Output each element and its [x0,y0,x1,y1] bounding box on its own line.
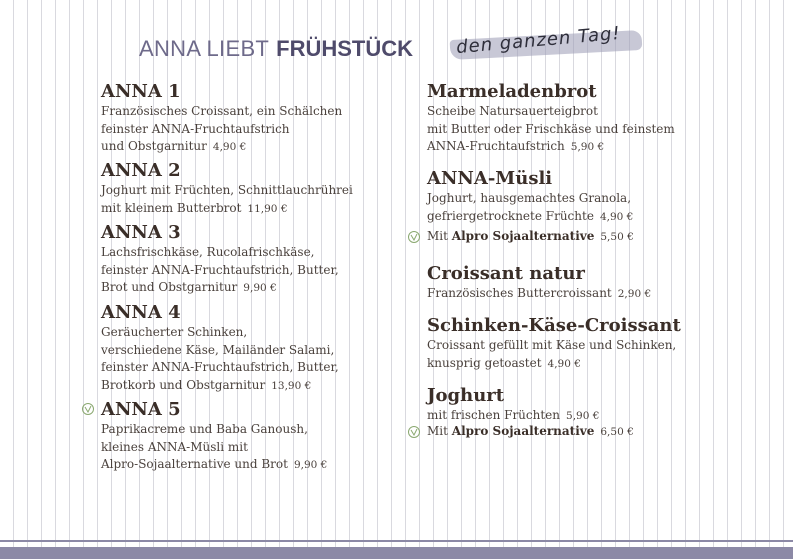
menu-item-anna2 [101,160,353,218]
item-desc-line: verschiedene Käse, Mailänder Salami, [101,342,335,357]
item-price: 4,90 € [599,210,634,223]
item-desc-line: mit kleinem Butterbrot 11,90 € [101,200,288,215]
vegan-option-price: 6,50 € [600,426,634,438]
tagline-text: den ganzen Tag! [455,22,622,59]
menu-item-schinken-kaese-croissant [427,315,681,373]
menu-item-marmeladenbrot [427,81,675,157]
vegan-option-label: Alpro Sojaalternative [451,229,595,243]
title-light: ANNA LIEBT [139,36,270,61]
footer-divider [0,540,793,542]
item-desc-line: Scheibe Natursauerteigbrot [427,104,598,118]
item-desc-line: Geräucherter Schinken, [101,325,248,339]
menu-item-joghurt [427,385,599,426]
item-name: ANNA 3 [101,222,181,243]
vegan-leaf-icon [82,403,94,415]
item-desc-line: Croissant gefüllt mit Käse und Schinken, [427,338,677,352]
item-desc-line: kleines ANNA-Müsli mit [101,439,248,454]
item-desc-line: knusprig getoastet 4,90 € [427,355,581,370]
item-price: 2,90 € [617,288,652,300]
item-desc-line: feinster ANNA-Fruchtaufstrich [101,121,290,136]
item-desc-line: gefriergetrocknete Früchte 4,90 € [427,208,634,223]
item-price: 9,90 € [243,282,277,294]
item-desc-line: Französisches Croissant, ein Schälchen [101,104,343,118]
item-price: 5,90 € [570,141,605,153]
vegan-option-price: 5,50 € [600,231,634,243]
item-desc-line: Brotkorb und Obstgarnitur 13,90 € [101,377,312,392]
menu-item-croissant [427,263,651,304]
item-desc-line: Alpro-Sojaalternative und Brot 9,90 € [101,457,328,471]
tagline-badge [448,22,646,60]
item-name: Marmeladenbrot [427,81,597,102]
menu-item-muesli [427,168,633,226]
item-desc-line: Brot und Obstgarnitur 9,90 € [101,280,277,294]
item-desc-line: mit Butter oder Frischkäse und feinstem [427,121,675,136]
item-name: Croissant natur [427,263,585,284]
item-desc-line: und Obstgarnitur 4,90 € [101,139,247,153]
vegan-option-label: Alpro Sojaalternative [451,424,595,438]
item-name: ANNA-Müsli [427,168,553,189]
footer-band [0,547,793,559]
item-price: 9,90 € [293,459,328,471]
item-desc-line: mit frischen Früchten 5,90 € [427,408,600,422]
menu-title [139,36,413,62]
item-name: ANNA 2 [101,160,181,181]
item-desc-line: Französisches Buttercroissant 2,90 € [427,286,652,300]
item-desc-line: feinster ANNA-Fruchtaufstrich, Butter, [101,262,339,277]
item-desc-line: feinster ANNA-Fruchtaufstrich, Butter, [101,360,339,374]
item-price: 4,90 € [547,357,581,370]
vegan-leaf-icon [408,426,420,438]
item-price: 13,90 € [271,379,312,392]
vegan-option-muesli: Mit Alpro Sojaalternative 5,50 € [427,229,634,243]
item-name: Schinken-Käse-Croissant [427,315,681,336]
item-desc-line: Lachsfrischkäse, Rucolafrischkäse, [101,245,315,259]
item-desc-line: Joghurt, hausgemachtes Granola, [427,191,632,205]
vegan-option-joghurt: Mit Alpro Sojaalternative 6,50 € [427,424,634,438]
item-price: 11,90 € [247,202,288,215]
item-name: ANNA 4 [101,302,181,323]
item-desc-line: Joghurt mit Früchten, Schnittlauchrührei [101,183,353,197]
item-desc-line: Paprikacreme und Baba Ganoush, [101,422,308,436]
menu-item-anna3 [101,222,339,298]
item-desc-line: ANNA-Fruchtaufstrich 5,90 € [427,139,605,153]
item-name: ANNA 1 [101,81,181,102]
item-name: ANNA 5 [101,399,181,420]
menu-item-anna1 [101,81,342,157]
item-price: 5,90 € [566,410,600,422]
vegan-leaf-icon [408,231,420,243]
item-name: Joghurt [427,385,505,406]
menu-item-anna5 [101,399,327,475]
menu-item-anna4 [101,302,339,395]
title-bold: FRÜHSTÜCK [276,36,414,61]
item-price: 4,90 € [212,141,247,153]
